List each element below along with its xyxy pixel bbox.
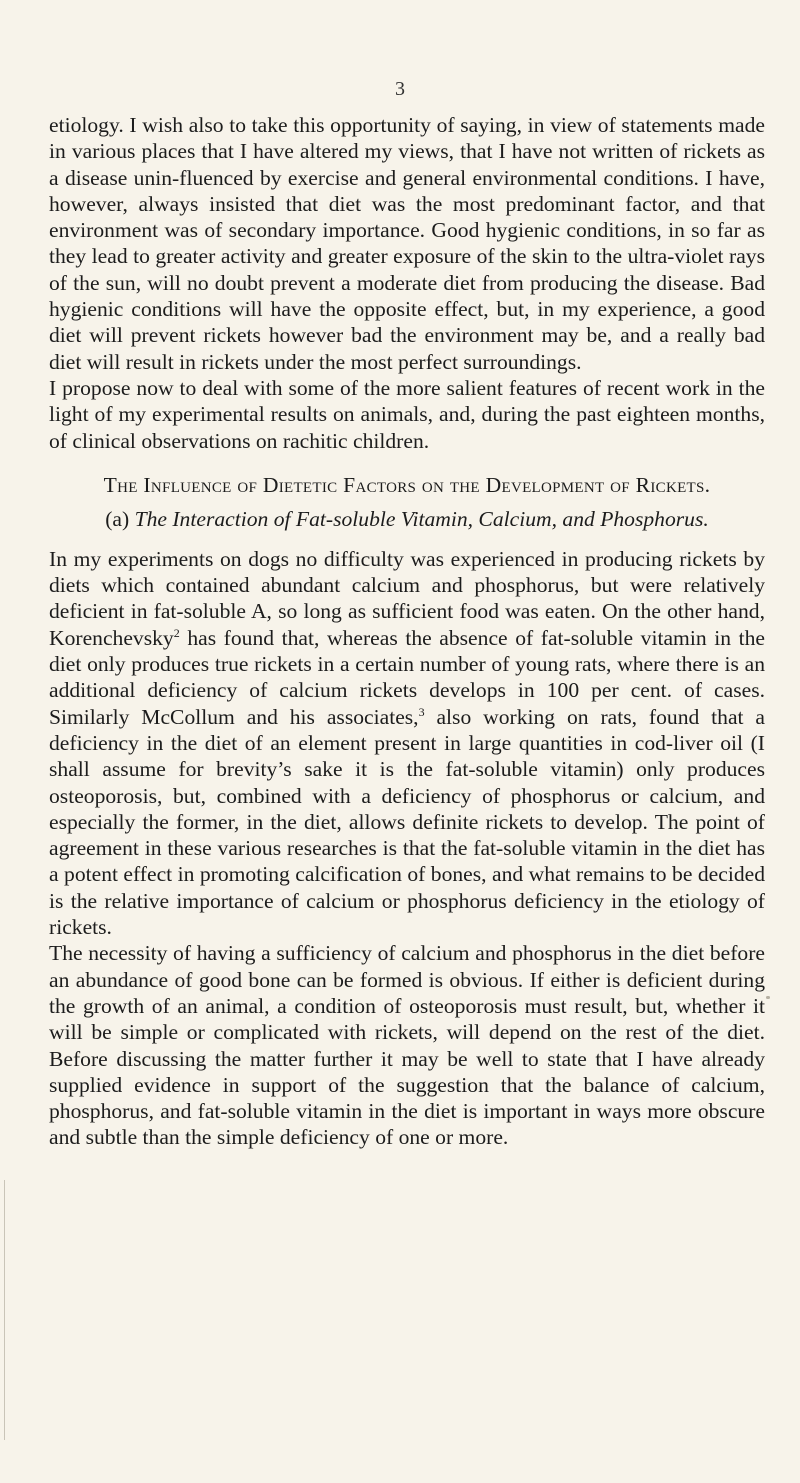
- section-heading: The Influence of Dietetic Factors on the Development of Rickets.: [103, 472, 711, 497]
- reference-2: 2: [173, 625, 180, 640]
- subsection-label: (a): [105, 506, 130, 531]
- subsection-title: The Interaction of Fat-soluble Vitamin, Calcium, and Phosphorus.: [134, 506, 709, 531]
- reference-3: 3: [418, 704, 425, 719]
- paragraph-necessity: The necessity of having a sufficiency of calcium and phosphorus in the diet before an abundance of good bone can be formed is obvious. If either is deficient during the growth of an animal, a condition of osteoporosis must result, but, whether it will be simple or complicated with rickets, will depend on the rest of the diet. Before discussing the matter further it may be well to state that I have already supplied evidence in support of the suggestion that the balance of calcium, phosphorus, and fat-soluble vitamin in the diet is important in ways more obscure and subtle than the simple deficiency of one or more.: [49, 941, 765, 1150]
- paragraph-experiments-part2: has found that, whereas the absence of fat-soluble vitamin in the diet only produces true rickets in a certain number of young rats, where there is an additional deficiency of calcium rickets develops in 100 per cent. of cases. Similarly McCollum and his associates,: [49, 625, 765, 729]
- page-edge-shadow: [4, 1180, 5, 1440]
- page-number: 3: [395, 78, 405, 100]
- paragraph-propose: I propose now to deal with some of the more salient features of recent work in the light of my experimental results on animals, and, during the past eighteen months, of clinical observations on rachitic children.: [49, 375, 765, 453]
- paragraph-experiments-part3: also working on rats, found that a deficiency in the diet of an element present in large quantities in cod-liver oil (I shall assume for brevity’s sake it is the fat-soluble vitamin) only produces osteoporosis, but, combined with a deficiency of phosphorus or calcium, and especially the former, in the diet, allows definite rickets to develop. The point of agreement in these various researches is that the fat-soluble vitamin in the diet has a potent effect in promoting calcification of bones, and what remains to be decided is the relative importance of calcium or phosphorus deficiency in the etiology of rickets.: [49, 704, 766, 940]
- paper-speck: [766, 996, 770, 999]
- paragraph-experiments: [49, 546, 765, 940]
- subsection-heading: [49, 506, 765, 532]
- paragraph-etiology: etiology. I wish also to take this opportunity of saying, in view of statements made in various places that I have altered my views, that I have not written of rickets as a disease unin-fluenced by exercise and general environmental conditions. I have, however, always insisted that diet was the most predominant factor, and that environment was of secondary importance. Good hygienic conditions, in so far as they lead to greater activity and greater exposure of the skin to the ultra-violet rays of the sun, will no doubt prevent a moderate diet from producing the disease. Bad hygienic conditions will have the opposite effect, but, in my experience, a good diet will prevent rickets however bad the environment may be, and a really bad diet will result in rickets under the most perfect surroundings.: [49, 113, 765, 374]
- paragraph-experiments-part1: In my experiments on dogs no difficulty was experienced in producing rickets by diets which contained abundant calcium and phosphorus, but were relatively deficient in fat-soluble A, so long as sufficient food was eaten. On the other hand, Korenchevsky: [49, 546, 765, 650]
- page-body: [49, 112, 765, 1151]
